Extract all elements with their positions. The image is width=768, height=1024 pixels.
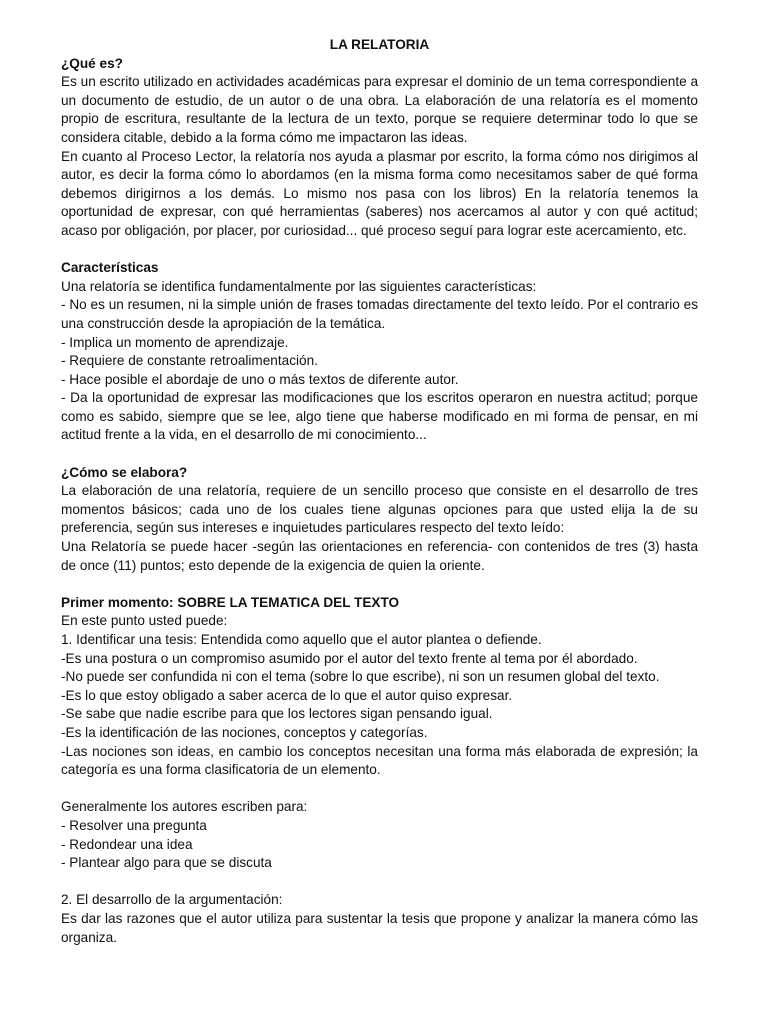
spacer (61, 780, 698, 799)
list-item: - Hace posible el abordaje de uno o más textos de diferente autor. (61, 371, 459, 387)
list-item: -Es una postura o un compromiso asumido por el autor del texto frente al tema por él abordado. (61, 650, 638, 666)
list-item: 1. Identificar una tesis: Entendida como aquello que el autor plantea o defiende. (61, 632, 542, 647)
paragraph: Una Relatoría se puede hacer -según las orientaciones en referencia- con contenidos de tres (3) hasta de once (11) puntos; esto depende de la exigencia de quien la oriente. (61, 539, 698, 573)
document-title: LA RELATORIA (329, 37, 430, 52)
list-item: -Se sabe que nadie escribe para que los lectores sigan pensando igual. (61, 706, 493, 722)
paragraph: Es dar las razones que el autor utiliza para sustentar la tesis que propone y analizar la manera cómo las organiza. (61, 910, 698, 945)
paragraph: En este punto usted puede: (61, 613, 228, 629)
spacer (61, 873, 698, 892)
list-item: - Requiere de constante retroalimentación. (61, 353, 318, 369)
paragraph: La elaboración de una relatoría, requiere de un sencillo proceso que consiste en el desarrollo de tres momentos básicos; cada uno de los cuales tiene algunas opciones para que usted elija la de su preferencia, según sus intereses e inquietudes particulares respecto del texto leído: (61, 483, 698, 536)
section-heading-primer-momento: Primer momento: SOBRE LA TEMATICA DEL TEXTO (61, 594, 400, 610)
spacer (61, 575, 698, 594)
list-item: - Resolver una pregunta (61, 817, 207, 833)
section-heading-caracteristicas: Características (61, 260, 159, 276)
paragraph: 2. El desarrollo de la argumentación: (61, 892, 283, 908)
section-heading-como-se-elabora: ¿Cómo se elabora? (61, 464, 188, 480)
paragraph: Una relatoría se identifica fundamentalmente por las siguientes características: (61, 278, 537, 294)
list-item: -Es lo que estoy obligado a saber acerca de lo que el autor quiso expresar. (61, 687, 513, 703)
spacer (61, 241, 698, 260)
list-item: - Redondear una idea (61, 836, 193, 852)
paragraph: Generalmente los autores escriben para: (61, 799, 308, 815)
list-item: - Plantear algo para que se discuta (61, 855, 272, 871)
list-item: -No puede ser confundida ni con el tema (sobre lo que escribe), ni son un resumen global del texto. (61, 669, 660, 685)
section-heading-que-es: ¿Qué es? (61, 55, 123, 71)
paragraph: En cuanto al Proceso Lector, la relatoría nos ayuda a plasmar por escrito, la forma cómo nos dirigimos al autor, es decir la forma cómo lo abordamos (en la misma forma como necesitamos saber de qué forma debemos dirigirnos a los demás. Lo mismo nos pasa con los libros) En la relatoría tenemos la oportunidad de expresar, con qué herramientas (saberes) nos acercamos al autor y con qué actitud; acaso por obligación, por placer, por curiosidad... qué proceso seguí para lograr este acercamiento, etc. (61, 148, 698, 238)
list-item: -Es la identificación de las nociones, conceptos y categorías. (61, 724, 428, 740)
document-page (61, 36, 698, 947)
spacer (61, 445, 698, 464)
list-item: - Da la oportunidad de expresar las modificaciones que los escritos operaron en nuestra actitud; porque como es sabido, siempre que se lee, algo tiene que haberse modificado en mi forma de pensar, en mi actitud frente a la vida, en el desarrollo de mi conocimiento... (61, 390, 698, 443)
list-item: -Las nociones son ideas, en cambio los conceptos necesitan una forma más elaborada de expresión; la categoría es una forma clasificatoria de un elemento. (61, 743, 698, 778)
list-item: - Implica un momento de aprendizaje. (61, 334, 289, 350)
paragraph: Es un escrito utilizado en actividades académicas para expresar el dominio de un tema correspondiente a un documento de estudio, de un autor o de una obra. La elaboración de una relatoría es el momento propio de escritura, resultante de la lectura de un texto, porque se requiere determinar todo lo que se considera citable, debido a la forma cómo me impactaron las ideas. (61, 74, 699, 145)
list-item: - No es un resumen, ni la simple unión de frases tomadas directamente del texto leído. Por el contrario es una construcción desde la apropiación de la temática. (61, 297, 698, 331)
